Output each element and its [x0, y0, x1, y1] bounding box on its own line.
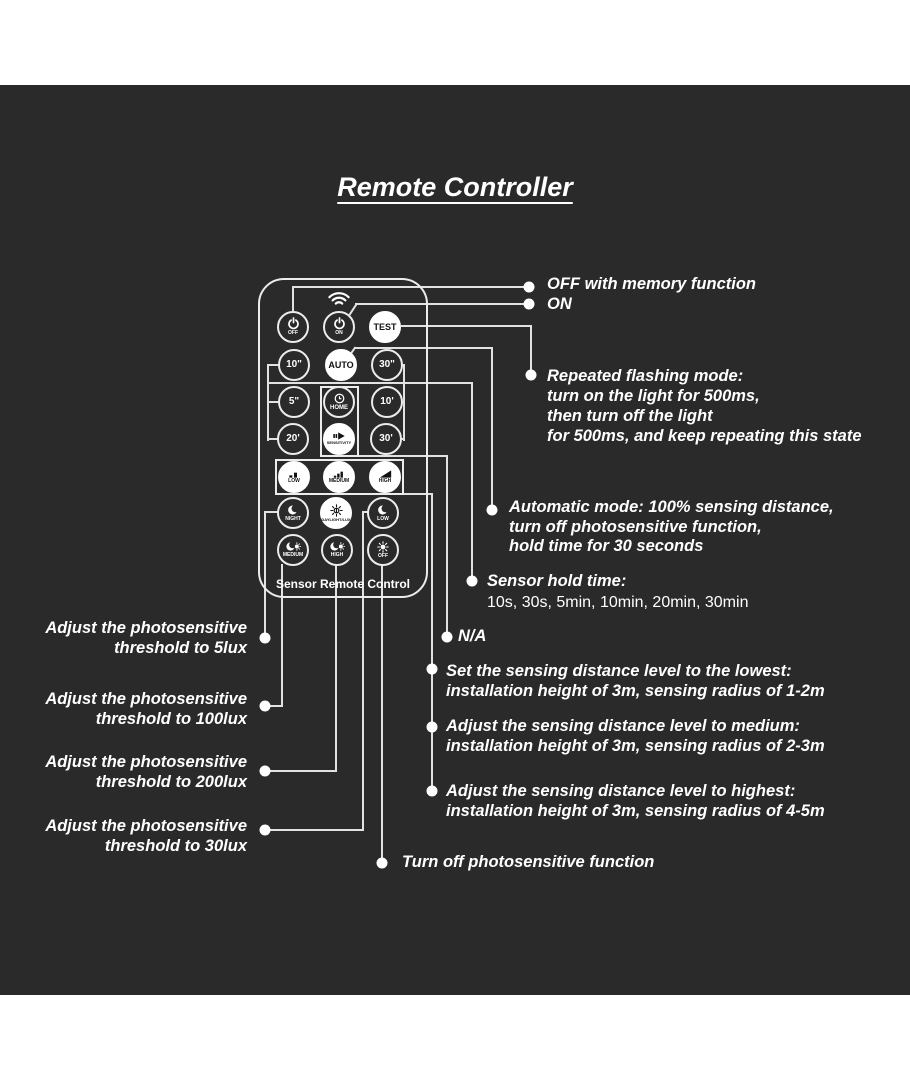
button-label: AUTO — [328, 359, 354, 370]
remote-button-sensitivity — [323, 423, 355, 455]
connector-line — [530, 325, 532, 375]
connector-dot — [260, 825, 271, 836]
moon-sun-icon — [330, 541, 345, 552]
button-label: 10' — [380, 396, 394, 407]
remote-button-test — [369, 311, 401, 343]
power-icon — [333, 317, 346, 330]
remote-button-off — [277, 311, 309, 343]
annotation-hold-time: Sensor hold time: 10s, 30s, 5min, 10min, 20min, 30min — [487, 572, 749, 611]
button-label: DAYLIGHT/LUX — [321, 516, 351, 522]
remote-button-10m — [371, 386, 403, 418]
button-label: HIGH — [330, 552, 344, 559]
remote-button-lux-low — [367, 497, 399, 529]
remote-button-on — [323, 311, 355, 343]
remote-button-30m — [370, 423, 402, 455]
ramp-low-icon — [288, 470, 300, 478]
button-label: 20' — [286, 433, 300, 444]
connector-line — [491, 347, 493, 510]
annotation-distance-lowest: Set the sensing distance level to the lowest: installation height of 3m, sensing radius of 1-2m — [446, 662, 825, 700]
remote-footer-label: Sensor Remote Control — [275, 577, 410, 591]
button-label: 30' — [379, 433, 393, 444]
button-label: NIGHT — [285, 515, 301, 522]
signal-waves-icon — [324, 290, 354, 307]
annotation-on: ON — [547, 295, 572, 313]
button-label: ON — [335, 330, 343, 337]
remote-button-20m — [277, 423, 309, 455]
ramp-medium-icon — [333, 470, 346, 478]
fast-forward-icon — [333, 432, 346, 440]
annotation-threshold-5lux: Adjust the photosensitive threshold to 5lux — [45, 619, 247, 657]
button-label: LOW — [288, 477, 300, 484]
connector-dot — [260, 633, 271, 644]
button-label: 30" — [379, 359, 395, 370]
moon-sun-icon — [286, 541, 301, 552]
connector-line — [381, 564, 383, 863]
connector-dot — [260, 766, 271, 777]
remote-button-distance-medium — [323, 461, 355, 493]
annotation-auto-mode: Automatic mode: 100% sensing distance, turn off photosensitive function, hold time for 30 seconds — [509, 498, 834, 555]
button-label: HOME — [330, 404, 348, 411]
button-label: HIGH — [378, 477, 392, 484]
button-label: MEDIUM — [282, 552, 304, 559]
remote-button-30s — [371, 349, 403, 381]
connector-dot — [260, 701, 271, 712]
button-label: TEST — [373, 321, 397, 332]
connector-line — [446, 455, 448, 637]
remote-button-5s — [278, 386, 310, 418]
page-title: Remote Controller — [337, 172, 573, 202]
moon-icon — [377, 504, 389, 516]
power-icon — [287, 317, 300, 330]
clock-icon — [334, 393, 345, 404]
button-label: LOW — [377, 515, 389, 522]
remote-button-lux-off — [367, 534, 399, 566]
ramp-high-icon — [379, 470, 392, 478]
annotation-na: N/A — [458, 627, 487, 645]
remote-button-home — [323, 386, 355, 418]
annotation-flashing: Repeated flashing mode: turn on the light for 500ms, then turn off the light for 500ms, and keep repeating this state — [547, 367, 862, 445]
annotation-off-memory: OFF with memory function — [547, 275, 756, 293]
connector-line — [431, 493, 433, 791]
connector-dot — [442, 632, 453, 643]
connector-line — [265, 829, 364, 831]
annotation-threshold-200lux: Adjust the photosensitive threshold to 200lux — [45, 753, 247, 791]
button-label: SENSITIVITY — [326, 440, 352, 446]
connector-dot — [377, 858, 388, 869]
button-label: OFF — [288, 330, 298, 337]
annotation-threshold-30lux: Adjust the photosensitive threshold to 30lux — [45, 817, 247, 855]
sun-outline-icon — [330, 504, 343, 517]
remote-button-distance-low — [278, 461, 310, 493]
button-label: 10" — [286, 359, 302, 370]
remote-button-lux-medium — [277, 534, 309, 566]
annotation-distance-medium: Adjust the sensing distance level to medium: installation height of 3m, sensing radius of 2-3m — [446, 717, 825, 755]
moon-icon — [287, 504, 299, 516]
connector-dot — [524, 299, 535, 310]
annotation-distance-highest: Adjust the sensing distance level to highest: installation height of 3m, sensing radius of 4-5m — [446, 782, 825, 820]
remote-button-distance-high — [369, 461, 401, 493]
connector-dot — [526, 370, 537, 381]
connector-dot — [467, 576, 478, 587]
connector-line — [471, 382, 473, 581]
remote-button-lux-high — [321, 534, 353, 566]
remote-button-10s — [278, 349, 310, 381]
remote-button-lux-daylight — [320, 497, 352, 529]
button-label: 5" — [288, 396, 300, 407]
connector-dot — [427, 664, 438, 675]
sun-icon — [377, 541, 389, 553]
remote-button-auto — [325, 349, 357, 381]
connector-dot — [524, 282, 535, 293]
connector-dot — [487, 505, 498, 516]
remote-button-lux-night — [277, 497, 309, 529]
connector-dot — [427, 786, 438, 797]
annotation-threshold-100lux: Adjust the photosensitive threshold to 100lux — [45, 690, 247, 728]
annotation-photosensitive-off: Turn off photosensitive function — [402, 853, 655, 871]
button-label: OFF — [378, 552, 388, 559]
connector-line — [265, 770, 337, 772]
button-label: MEDIUM — [328, 477, 350, 484]
connector-dot — [427, 722, 438, 733]
